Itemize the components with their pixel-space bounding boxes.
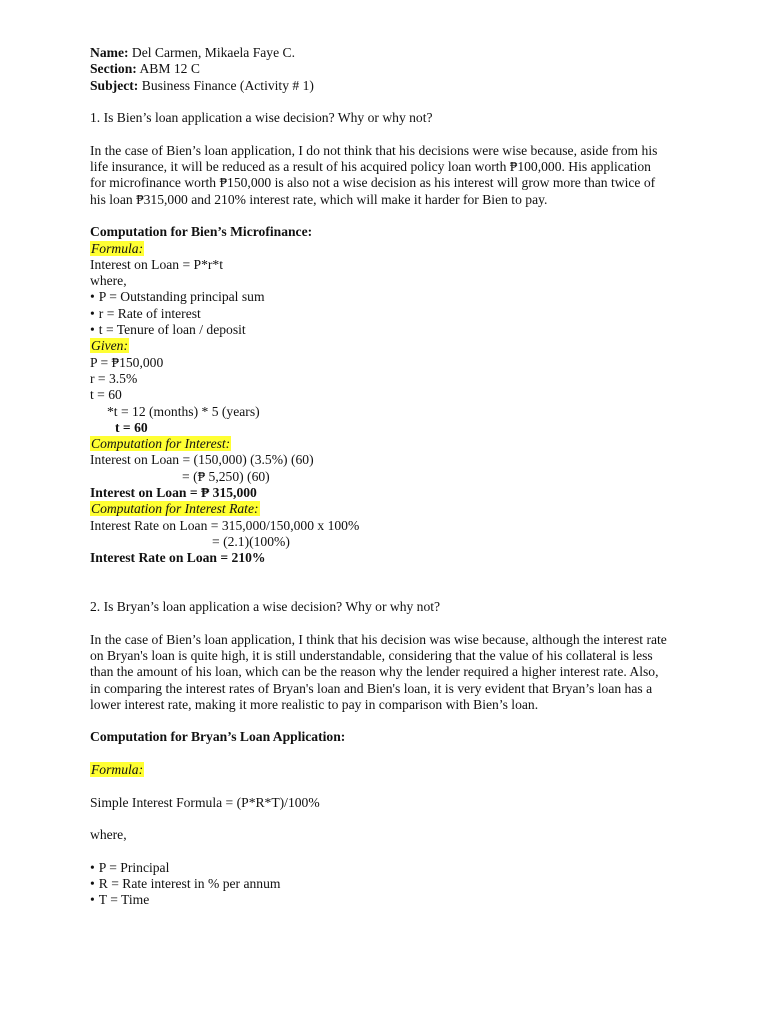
q2-def-item: • P = Principal xyxy=(90,860,690,876)
q1-rate-line1: Interest Rate on Loan = 315,000/150,000 x 100% xyxy=(90,517,360,533)
q1-answer-line: for microfinance worth ₱150,000 is also not a wise decision as his interest will grow more than twice of xyxy=(90,175,656,191)
q2-def-item: • R = Rate interest in % per annum xyxy=(90,876,690,892)
q1-def-item: • t = Tenure of loan / deposit xyxy=(90,322,690,338)
q2-answer-line: in comparing the interest rates of Bryan's loan and Bien's loan, it is very evident that Bryan’s loan has a xyxy=(90,680,653,696)
section-line xyxy=(90,61,690,77)
q1-given-item: P = ₱150,000 xyxy=(90,354,164,370)
q1-t-result: t = 60 xyxy=(115,419,148,435)
q2-formula-label: Formula: xyxy=(91,762,144,778)
q1-answer-line: In the case of Bien’s loan application, I do not think that his decisions were wise because, aside from his xyxy=(90,142,658,158)
q1-formula-label: Formula: xyxy=(91,240,144,256)
q1-t-calc: *t = 12 (months) * 5 (years) xyxy=(107,403,260,419)
q2-computation-title: Computation for Bryan’s Loan Application: xyxy=(90,729,346,745)
subject-label: Subject: xyxy=(90,77,139,93)
name-value: Del Carmen, Mikaela Faye C. xyxy=(131,45,295,60)
section-value: ABM 12 C xyxy=(139,61,200,77)
q1-given-item: t = 60 xyxy=(90,387,122,403)
q1-answer-line: his loan ₱315,000 and 210% interest rate, which will make it harder for Bien to pay. xyxy=(90,191,548,207)
q1-def-item: • r = Rate of interest xyxy=(90,306,690,322)
q1-formula: Interest on Loan = P*r*t xyxy=(90,256,224,272)
q2-answer-line: than the amount of his loan, which can be the reason why the lender required a higher interest rate. Also, xyxy=(90,664,659,680)
q2-answer-line: on Bryan's loan is quite high, it is still understandable, considering that the value of his collateral is less xyxy=(90,647,653,663)
question-2: 2. Is Bryan’s loan application a wise decision? Why or why not? xyxy=(90,599,441,615)
q1-given-label: Given: xyxy=(91,338,128,354)
q1-rate-result: Interest Rate on Loan = 210% xyxy=(90,550,266,566)
q1-given-item: r = 3.5% xyxy=(90,370,138,386)
name-label: Name: xyxy=(90,45,129,60)
subject-line xyxy=(90,78,690,94)
q1-rate-label: Computation for Interest Rate: xyxy=(91,501,259,517)
q1-interest-result: Interest on Loan = ₱ 315,000 xyxy=(90,485,257,501)
q1-where: where, xyxy=(90,273,127,289)
q2-answer-line: In the case of Bien’s loan application, I think that his decision was wise because, although the interest rate xyxy=(90,631,667,647)
document-page xyxy=(90,45,690,909)
q2-def-item: • T = Time xyxy=(90,892,690,908)
q1-interest-label: Computation for Interest: xyxy=(91,436,231,452)
q1-interest-line1: Interest on Loan = (150,000) (3.5%) (60) xyxy=(90,452,314,468)
q1-computation-title: Computation for Bien’s Microfinance: xyxy=(90,224,313,240)
section-label: Section: xyxy=(90,61,137,77)
subject-value: Business Finance (Activity # 1) xyxy=(141,77,314,93)
q2-answer-line: lower interest rate, making it more realistic to pay in comparison with Bien’s loan. xyxy=(90,696,539,712)
q1-answer-line: life insurance, it will be reduced as a result of his acquired policy loan worth ₱100,000. His application xyxy=(90,159,651,175)
q2-where: where, xyxy=(90,827,127,843)
q1-interest-line2: = (₱ 5,250) (60) xyxy=(182,468,270,484)
question-1: 1. Is Bien’s loan application a wise decision? Why or why not? xyxy=(90,110,433,126)
q1-def-item: • P = Outstanding principal sum xyxy=(90,289,690,305)
name-line xyxy=(90,45,690,61)
q2-formula: Simple Interest Formula = (P*R*T)/100% xyxy=(90,794,320,810)
q1-rate-line2: = (2.1)(100%) xyxy=(212,533,290,549)
